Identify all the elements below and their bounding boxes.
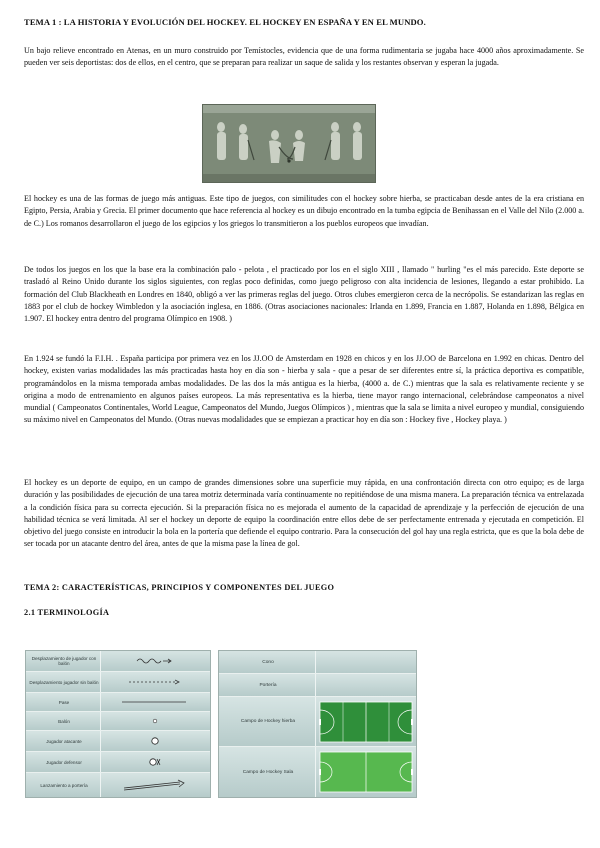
- terminology-table-symbols: [25, 650, 211, 798]
- dribble-symbol: [102, 651, 208, 671]
- paragraph-origins: El hockey es una de las formas de juego más antiguas. Este tipo de juegos, con similitudes con el hockey sobre hierba, se practicaban desde antes de la era cristiana en Egipto, Persia, Arabia y Grecia. El primer documento que hace referencia al hockey es un dibujo encontrado en la tumba egipcia de Benihassan en el Valle del Nilo (2.000 a. de C.) Los romanos desarrollaron el juego de los egipcios y los griegos lo transmitieron a los pueblos europeos que invadían.: [24, 194, 584, 228]
- cone-symbol: [317, 651, 414, 673]
- pass-symbol: [102, 693, 208, 711]
- grass-field-diagram: [317, 697, 414, 746]
- table-row: [26, 693, 210, 712]
- table-row: [219, 747, 416, 797]
- row-label: Portería: [259, 682, 277, 688]
- table-row: [26, 672, 210, 693]
- table-row: [26, 773, 210, 797]
- paragraph-intro: Un bajo relieve encontrado en Atenas, en un muro construido por Temístocles, evidencia que de una forma rudimentaria se jugaba hace 4000 años aproximadamente. Se pueden ver seis deportistas: dos de ellos, en el centro, que se preparan para realizar un saque de salida y los restantes observan y esperan la jugada.: [24, 46, 584, 68]
- hall-field-diagram: [317, 747, 414, 797]
- table-row: [26, 731, 210, 752]
- terminology-table-fields: [218, 650, 417, 798]
- paragraph-modalities: En 1.924 se fundó la F.I.H. . España participa por primera vez en los JJ.OO de Amsterdam en 1928 en chicos y en los JJ.OO de Barcelona en 1.992 en chicas. Dentro del hockey, existen varias modalidades las más practicadas hasta hoy en día son - hierba y sala - que a pesar de ser diferentes entre sí, la práctica deportiva es compatible, programándolos en la misma temporada ambas modalidades. De las dos la más antigua es la hierba, (4000 a. de C.) mientras que la sala es relativamente reciente y se origina a modo de entrenamiento en algunos países europeos. La más representativa es la hierba, tiene mayor rango internacional, celebrándose campeonatos a nivel mundial ( Campeonatos Continentales, World League, Campeonatos del Mundo, Juegos Olímpicos ) , mientras que la sala se limita a nivel europeo y mundial, consiguiendo su máximo nivel en Campeonatos del Mundo. (Otras nuevas modalidades que se empiezan a practicar hoy en día son : Hockey five , Hockey playa. ): [24, 354, 584, 425]
- shot-symbol: [102, 773, 208, 797]
- row-label: Desplazamiento de jugador con balón: [31, 656, 97, 666]
- section-heading: TEMA 2: CARACTERÍSTICAS, PRINCIPIOS Y COMPONENTES DEL JUEGO: [24, 583, 335, 592]
- table-row: [219, 697, 416, 747]
- row-label: Campo de Hockey hierba: [240, 719, 296, 724]
- row-label: Balón: [58, 718, 70, 724]
- table-row: [26, 651, 210, 672]
- bas-relief-image: [202, 104, 376, 183]
- goal-symbol: [317, 674, 414, 696]
- table-row: [219, 674, 416, 697]
- row-label: Desplazamiento jugador sin balón: [29, 679, 99, 685]
- defender-symbol: [102, 752, 208, 772]
- row-label: Campo de Hockey Sala: [242, 769, 294, 775]
- row-label: Pase: [58, 699, 70, 705]
- row-label: Cono: [262, 659, 274, 665]
- paragraph-history: De todos los juegos en los que la base era la combinación palo - pelota , el practicado por los en el siglo XIII , llamado " hurling "es el más parecido. Este deporte se trasladó al Reino Unido durante los siglos siguientes, con reglas poco definidas, como juego peligroso con alta incidencia de lesiones, llegando a estar prohibido. La formación del Club Blackheath en Londres en 1840, obligó a ver las primeras reglas del juego. Otros clubes emergieron cerca de la necrópolis. Se estandarizan las reglas en 1883 por el club de hockey Wimbledon y la asociación inglesa, en 1886. (Otras asociaciones nacionales: Irlanda en 1.899, Francia en 1.887, Holanda en 1.898, Bélgica en 1.907. El hockey entra dentro del programa Olímpico en 1908. ): [24, 265, 584, 324]
- run-symbol: [102, 672, 208, 692]
- subsection-heading: 2.1 TERMINOLOGÍA: [24, 608, 110, 617]
- ball-symbol: [102, 712, 208, 730]
- row-label: Lanzamiento a portería: [40, 782, 88, 788]
- page-title: TEMA 1 : LA HISTORIA Y EVOLUCIÓN DEL HOCKEY. EL HOCKEY EN ESPAÑA Y EN EL MUNDO.: [24, 17, 426, 27]
- table-row: [26, 752, 210, 773]
- row-label: Jugador atacante: [46, 738, 82, 744]
- row-label: Jugador defensor: [46, 759, 82, 765]
- paragraph-team-sport: El hockey es un deporte de equipo, en un campo de grandes dimensiones sobre una superficie muy rápida, en una confrontación directa con otro equipo; es de larga duración y las posibilidades de ejecución de una tarea motriz determinada varía continuamente no repitiéndose de una misma manera. La preparación técnica va entrelazada a la condición física para su correcta ejecución. Si la preparación física no es mejorada el aumento de la capacidad de aprendizaje y la perfección de ejecución de una habilidad técnica se verá limitada. Al ser el hockey un deporte de equipo la coordinación entre ellos debe de ser perfectamente entrenada y ejecutada en competición. El objetivo del juego consiste en introducir la bola en la portería que defiende el equipo contrario. Para la consecución del gol hay una regla estricta, que es que la bola debe de ser tocada por un atacante dentro del área, antes de que la misma pase la línea de gol.: [24, 478, 584, 549]
- attacker-symbol: [102, 731, 208, 751]
- table-row: [219, 651, 416, 674]
- table-row: [26, 712, 210, 731]
